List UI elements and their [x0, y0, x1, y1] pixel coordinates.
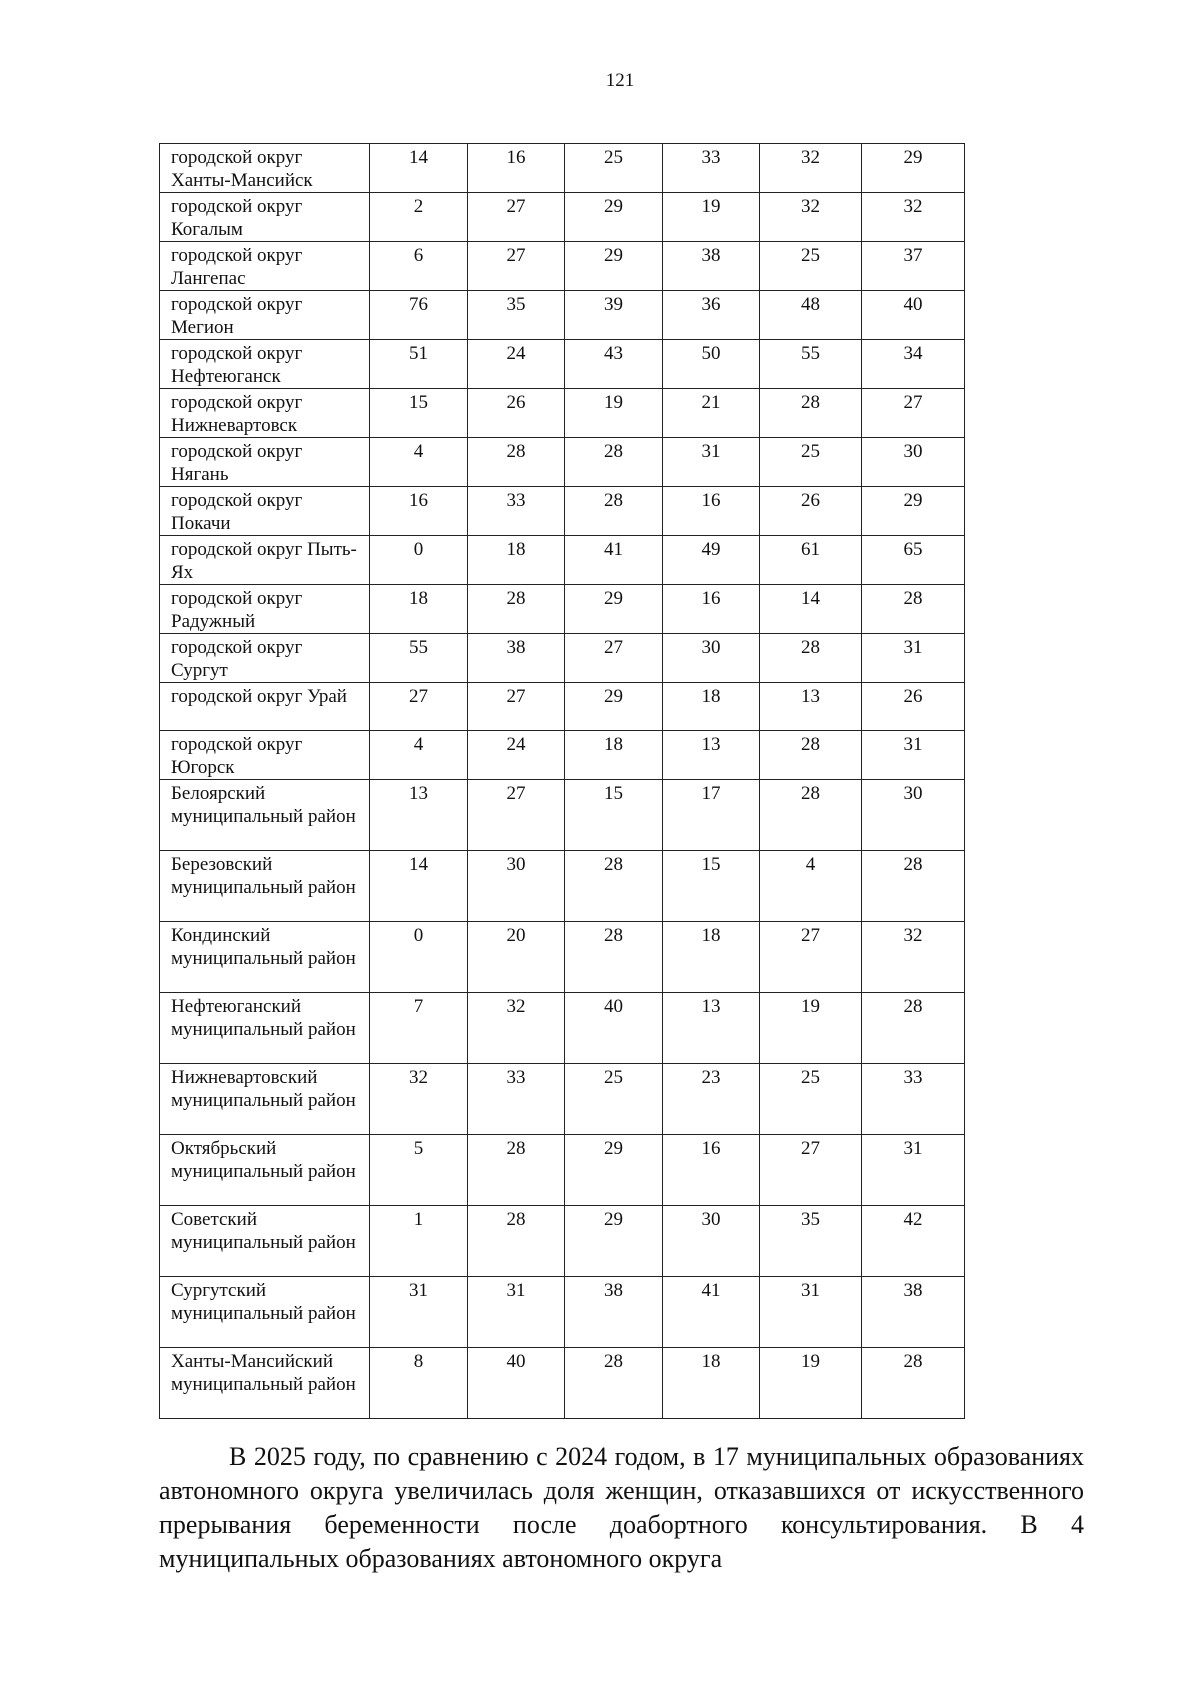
value-cell: 29: [565, 242, 663, 291]
municipality-name-cell: городской округ Покачи: [160, 487, 370, 536]
value-cell: 38: [862, 1277, 965, 1348]
value-cell: 26: [862, 683, 965, 731]
value-cell: 38: [663, 242, 760, 291]
value-cell: 17: [663, 780, 760, 851]
municipality-name-cell: Ханты-Мансийский муниципальный район: [160, 1348, 370, 1419]
value-cell: 27: [468, 780, 565, 851]
value-cell: 29: [565, 1206, 663, 1277]
table-row: [160, 1348, 965, 1419]
value-cell: 25: [760, 242, 862, 291]
value-cell: 16: [663, 1135, 760, 1206]
value-cell: 13: [370, 780, 468, 851]
value-cell: 29: [862, 144, 965, 193]
value-cell: 25: [565, 144, 663, 193]
table-row: [160, 922, 965, 993]
value-cell: 19: [760, 1348, 862, 1419]
value-cell: 28: [760, 389, 862, 438]
value-cell: 30: [862, 438, 965, 487]
municipality-name-cell: Белоярский муниципальный район: [160, 780, 370, 851]
municipality-name-cell: городской округ Урай: [160, 683, 370, 731]
value-cell: 76: [370, 291, 468, 340]
value-cell: 28: [565, 1348, 663, 1419]
value-cell: 30: [663, 1206, 760, 1277]
value-cell: 5: [370, 1135, 468, 1206]
value-cell: 14: [370, 144, 468, 193]
value-cell: 25: [760, 438, 862, 487]
value-cell: 37: [862, 242, 965, 291]
table-row: [160, 389, 965, 438]
value-cell: 27: [760, 922, 862, 993]
value-cell: 32: [760, 193, 862, 242]
value-cell: 28: [468, 1135, 565, 1206]
value-cell: 28: [468, 438, 565, 487]
value-cell: 30: [862, 780, 965, 851]
table-row: [160, 634, 965, 683]
municipality-name-cell: городской округ Нефтеюганск: [160, 340, 370, 389]
value-cell: 38: [468, 634, 565, 683]
table-row: [160, 1206, 965, 1277]
value-cell: 48: [760, 291, 862, 340]
value-cell: 28: [760, 731, 862, 780]
table-row: [160, 242, 965, 291]
municipality-name-cell: городской округ Пыть-Ях: [160, 536, 370, 585]
table-row: [160, 291, 965, 340]
table-row: [160, 487, 965, 536]
value-cell: 18: [663, 1348, 760, 1419]
value-cell: 55: [760, 340, 862, 389]
value-cell: 30: [663, 634, 760, 683]
value-cell: 6: [370, 242, 468, 291]
municipality-name-cell: городской округ Когалым: [160, 193, 370, 242]
value-cell: 18: [663, 683, 760, 731]
municipality-name-cell: Советский муниципальный район: [160, 1206, 370, 1277]
municipality-name-cell: Березовский муниципальный район: [160, 851, 370, 922]
value-cell: 13: [663, 731, 760, 780]
value-cell: 13: [760, 683, 862, 731]
value-cell: 27: [468, 242, 565, 291]
value-cell: 26: [760, 487, 862, 536]
value-cell: 36: [663, 291, 760, 340]
value-cell: 28: [760, 780, 862, 851]
value-cell: 7: [370, 993, 468, 1064]
value-cell: 15: [663, 851, 760, 922]
table-row: [160, 1064, 965, 1135]
table-row: [160, 438, 965, 487]
value-cell: 28: [862, 1348, 965, 1419]
municipality-name-cell: городской округ Лангепас: [160, 242, 370, 291]
table-row: [160, 585, 965, 634]
value-cell: 40: [862, 291, 965, 340]
table-row: [160, 1277, 965, 1348]
table-row: [160, 340, 965, 389]
value-cell: 31: [862, 731, 965, 780]
municipality-name-cell: Сургутский муниципальный район: [160, 1277, 370, 1348]
value-cell: 27: [565, 634, 663, 683]
value-cell: 29: [565, 193, 663, 242]
value-cell: 15: [565, 780, 663, 851]
value-cell: 50: [663, 340, 760, 389]
value-cell: 16: [468, 144, 565, 193]
value-cell: 28: [565, 851, 663, 922]
value-cell: 28: [468, 585, 565, 634]
municipality-name-cell: Нефтеюганский муниципальный район: [160, 993, 370, 1064]
value-cell: 27: [468, 683, 565, 731]
municipality-name-cell: городской округ Сургут: [160, 634, 370, 683]
value-cell: 32: [370, 1064, 468, 1135]
value-cell: 51: [370, 340, 468, 389]
table-body: [160, 144, 965, 1419]
table-row: [160, 731, 965, 780]
value-cell: 33: [862, 1064, 965, 1135]
value-cell: 19: [663, 193, 760, 242]
value-cell: 26: [468, 389, 565, 438]
value-cell: 32: [862, 193, 965, 242]
value-cell: 27: [468, 193, 565, 242]
value-cell: 28: [565, 487, 663, 536]
value-cell: 43: [565, 340, 663, 389]
value-cell: 2: [370, 193, 468, 242]
value-cell: 34: [862, 340, 965, 389]
municipality-name-cell: городской округ Радужный: [160, 585, 370, 634]
value-cell: 31: [370, 1277, 468, 1348]
table-row: [160, 780, 965, 851]
value-cell: 32: [760, 144, 862, 193]
municipality-name-cell: Октябрьский муниципальный район: [160, 1135, 370, 1206]
value-cell: 35: [760, 1206, 862, 1277]
value-cell: 35: [468, 291, 565, 340]
value-cell: 28: [565, 922, 663, 993]
value-cell: 39: [565, 291, 663, 340]
value-cell: 20: [468, 922, 565, 993]
municipality-name-cell: городской округ Мегион: [160, 291, 370, 340]
value-cell: 16: [663, 585, 760, 634]
body-paragraph: В 2025 году, по сравнению с 2024 годом, в 17 муниципальных образованиях автономного округа увеличилась доля женщин, отказавшихся от искусственного прерывания беременности после доабортного консультирования. В 4 муниципальных образованиях автономного округа: [159, 1442, 1084, 1573]
municipality-name-cell: Нижневартовский муниципальный район: [160, 1064, 370, 1135]
value-cell: 29: [565, 683, 663, 731]
value-cell: 29: [565, 1135, 663, 1206]
value-cell: 25: [760, 1064, 862, 1135]
value-cell: 49: [663, 536, 760, 585]
value-cell: 0: [370, 922, 468, 993]
value-cell: 29: [565, 585, 663, 634]
table-row: [160, 144, 965, 193]
value-cell: 14: [370, 851, 468, 922]
value-cell: 28: [468, 1206, 565, 1277]
value-cell: 0: [370, 536, 468, 585]
table-row: [160, 536, 965, 585]
table-row: [160, 683, 965, 731]
municipality-name-cell: городской округ Югорск: [160, 731, 370, 780]
value-cell: 23: [663, 1064, 760, 1135]
value-cell: 33: [468, 1064, 565, 1135]
value-cell: 61: [760, 536, 862, 585]
value-cell: 1: [370, 1206, 468, 1277]
value-cell: 21: [663, 389, 760, 438]
value-cell: 30: [468, 851, 565, 922]
value-cell: 32: [468, 993, 565, 1064]
value-cell: 18: [468, 536, 565, 585]
page-number: 121: [605, 70, 635, 91]
value-cell: 42: [862, 1206, 965, 1277]
value-cell: 4: [370, 438, 468, 487]
value-cell: 4: [370, 731, 468, 780]
value-cell: 31: [468, 1277, 565, 1348]
value-cell: 33: [663, 144, 760, 193]
value-cell: 24: [468, 731, 565, 780]
value-cell: 18: [565, 731, 663, 780]
municipality-name-cell: городской округ Нижневартовск: [160, 389, 370, 438]
value-cell: 41: [565, 536, 663, 585]
value-cell: 27: [862, 389, 965, 438]
value-cell: 29: [862, 487, 965, 536]
value-cell: 41: [663, 1277, 760, 1348]
value-cell: 31: [760, 1277, 862, 1348]
municipality-name-cell: городской округ Нягань: [160, 438, 370, 487]
municipality-name-cell: Кондинский муниципальный район: [160, 922, 370, 993]
municipality-name-cell: городской округ Ханты-Мансийск: [160, 144, 370, 193]
table-row: [160, 193, 965, 242]
value-cell: 14: [760, 585, 862, 634]
value-cell: 40: [468, 1348, 565, 1419]
value-cell: 13: [663, 993, 760, 1064]
value-cell: 19: [565, 389, 663, 438]
value-cell: 31: [663, 438, 760, 487]
value-cell: 4: [760, 851, 862, 922]
value-cell: 28: [862, 993, 965, 1064]
value-cell: 55: [370, 634, 468, 683]
value-cell: 18: [370, 585, 468, 634]
value-cell: 31: [862, 1135, 965, 1206]
table-row: [160, 1135, 965, 1206]
data-table: [159, 143, 965, 1419]
value-cell: 16: [663, 487, 760, 536]
value-cell: 28: [862, 585, 965, 634]
value-cell: 19: [760, 993, 862, 1064]
value-cell: 31: [862, 634, 965, 683]
value-cell: 33: [468, 487, 565, 536]
value-cell: 27: [370, 683, 468, 731]
value-cell: 18: [663, 922, 760, 993]
value-cell: 27: [760, 1135, 862, 1206]
value-cell: 28: [862, 851, 965, 922]
value-cell: 38: [565, 1277, 663, 1348]
table-row: [160, 851, 965, 922]
value-cell: 16: [370, 487, 468, 536]
value-cell: 28: [760, 634, 862, 683]
value-cell: 24: [468, 340, 565, 389]
value-cell: 40: [565, 993, 663, 1064]
value-cell: 65: [862, 536, 965, 585]
value-cell: 15: [370, 389, 468, 438]
table-row: [160, 993, 965, 1064]
value-cell: 25: [565, 1064, 663, 1135]
value-cell: 32: [862, 922, 965, 993]
value-cell: 28: [565, 438, 663, 487]
value-cell: 8: [370, 1348, 468, 1419]
